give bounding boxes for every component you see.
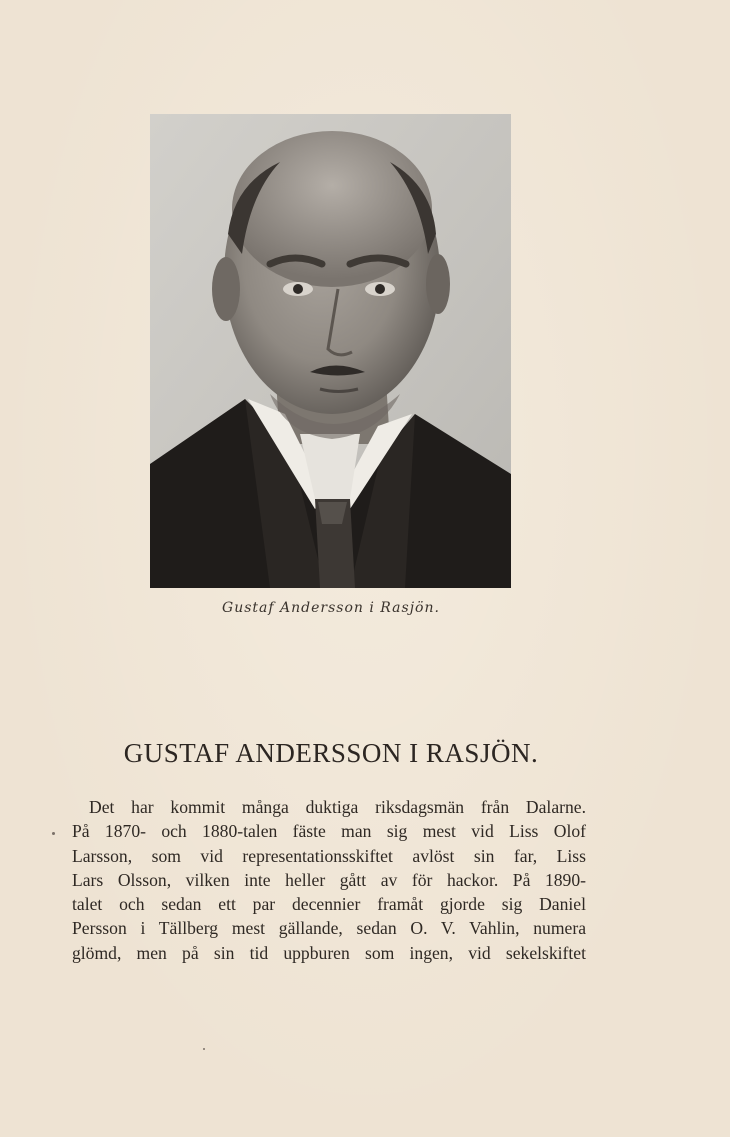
body-line: talet och sedan ett par decennier framåt gjorde sig Daniel [72, 894, 586, 915]
paper-speck [52, 832, 55, 835]
body-line: Lars Olsson, vilken inte heller gått av för hackor. På 1890- [72, 869, 586, 890]
body-line: Persson i Tällberg mest gällande, sedan O. V. Vahlin, numera [72, 918, 586, 939]
article-title: GUSTAF ANDERSSON I RASJÖN. [123, 738, 539, 768]
portrait-photo [150, 114, 511, 588]
body-line: Det har kommit många duktiga riksdagsmän från Dalarne. [89, 797, 586, 817]
article-body [72, 795, 586, 965]
body-line: glömd, men på sin tid uppburen som ingen, vid sekelskiftet [72, 942, 586, 963]
body-line: På 1870- och 1880-talen fäste man sig mest vid Liss Olof [72, 821, 586, 842]
body-line: Larsson, som vid representationsskiftet avlöst sin far, Liss [72, 845, 586, 866]
photo-caption: Gustaf Andersson i Rasjön. [222, 600, 440, 616]
paper-speck [203, 1048, 205, 1050]
